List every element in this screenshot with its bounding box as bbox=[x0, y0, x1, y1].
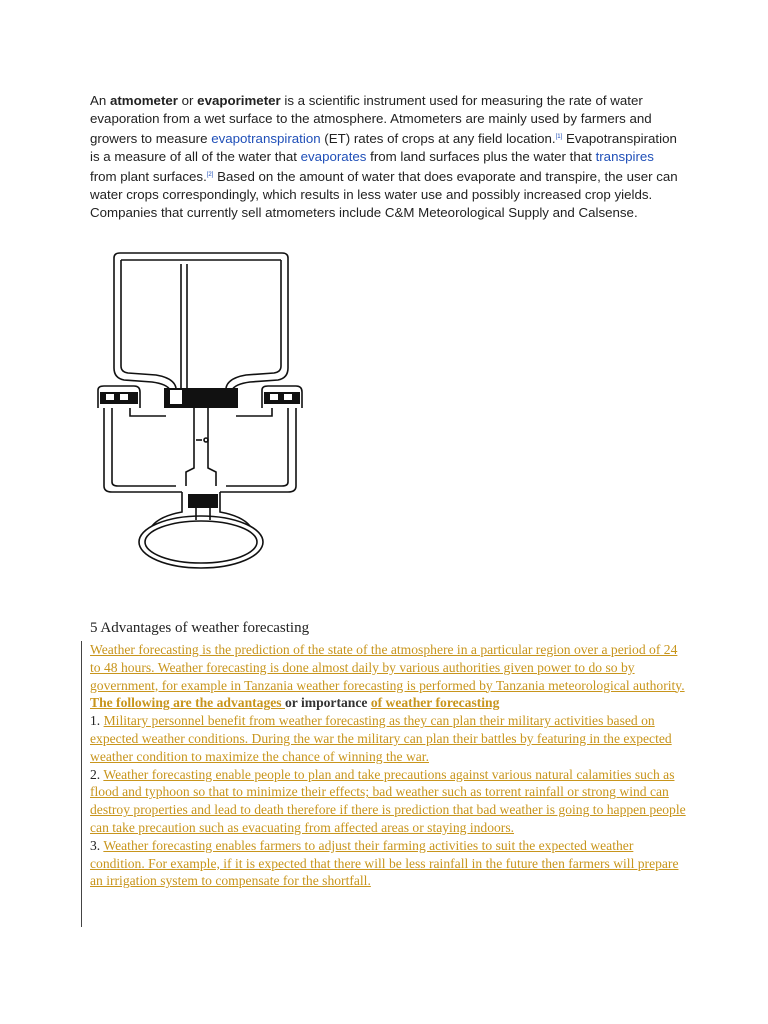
list-item bbox=[90, 837, 690, 890]
reference-link-1[interactable]: [1] bbox=[555, 134, 563, 140]
lead-text-b: or importance bbox=[284, 695, 371, 711]
term-evaporimeter: evaporimeter bbox=[197, 93, 281, 108]
change-bar bbox=[81, 641, 82, 927]
item-number: 1. bbox=[90, 713, 104, 729]
link-evapotranspiration[interactable]: evapotranspiration bbox=[211, 131, 321, 146]
lead-text-c: of weather forecasting bbox=[370, 695, 500, 711]
intro-paragraph bbox=[90, 92, 682, 222]
reference-link-2[interactable]: [2] bbox=[206, 172, 214, 178]
item-number: 3. bbox=[90, 837, 104, 853]
lead-paragraph bbox=[90, 694, 690, 712]
link-evaporates[interactable]: evaporates bbox=[300, 149, 367, 164]
item-text: Weather forecasting enable people to plan and take precautions against various natural calamities such as flood and typhoon so that to minimize their effects; bad weather such as torrent rainfall or strong wind can destroy properties and lead to death therefore if there is prediction that bad weather is going to happen people can take precaution such as evacuating from affected areas or staying indoors. bbox=[90, 766, 686, 835]
definition-paragraph bbox=[90, 641, 690, 694]
intro-text: from plant surfaces. bbox=[90, 169, 207, 184]
link-transpires[interactable]: transpires bbox=[595, 149, 654, 164]
intro-text: or bbox=[177, 93, 198, 108]
tracked-changes-block bbox=[90, 641, 690, 890]
section-heading: 5 Advantages of weather forecasting bbox=[90, 620, 310, 636]
item-text: Military personnel benefit from weather forecasting as they can plan their military activities based on expected weather conditions. During the war the military can plan their battles by featuring in the expected weather condition to maximize the chance of winning the war. bbox=[90, 713, 672, 764]
intro-text: Based on the amount of water that does evaporate and transpire, the user can water crops correspondingly, which results in less water use and possibly increased crop yields. Companies that currently sell atmometers include C&M Meteorological Supply and Calsense. bbox=[90, 169, 678, 220]
intro-text: from land surfaces plus the water that bbox=[366, 149, 596, 164]
item-text: Weather forecasting enables farmers to adjust their farming activities to suit the expected weather condition. For example, if it is expected that there will be less rainfall in the future then farmers will prepare an irrigation system to compensate for the shortfall. bbox=[90, 837, 679, 889]
term-atmometer: atmometer bbox=[109, 93, 178, 108]
atmometer-diagram bbox=[90, 250, 312, 572]
list-item bbox=[90, 766, 690, 837]
intro-text: is a scientific instrument used for measuring the rate of water evaporation from a wet surface to the atmosphere. Atmometers are mainly used by farmers and growers to measure bbox=[90, 93, 652, 146]
list-item bbox=[90, 712, 690, 765]
intro-text: Evapotranspiration is a measure of all of the water that bbox=[90, 131, 677, 164]
intro-text: (ET) rates of crops at any field location. bbox=[320, 131, 556, 146]
item-number: 2. bbox=[90, 766, 104, 782]
intro-text: An bbox=[90, 93, 110, 108]
lead-text-a: The following are the advantages bbox=[90, 695, 285, 711]
definition-text: Weather forecasting is the prediction of the state of the atmosphere in a particular region over a period of 24 to 48 hours. Weather forecasting is done almost daily by various authorities given power to do so by government, for example in Tanzania weather forecasting is performed by Tanzania meteorological authority. bbox=[90, 642, 685, 693]
